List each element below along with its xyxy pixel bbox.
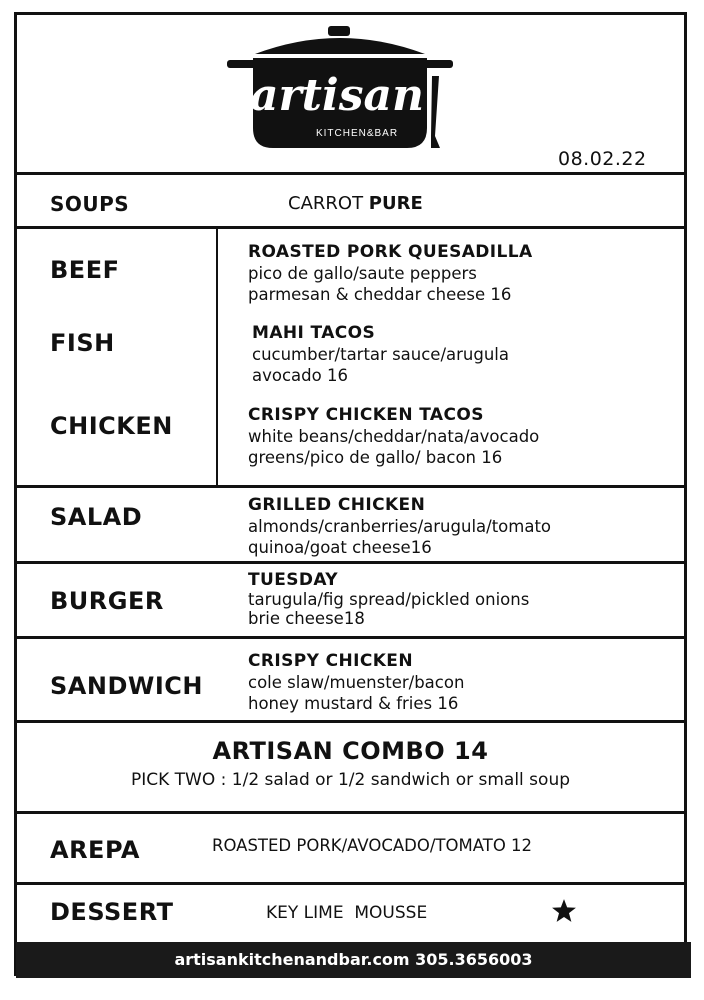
- menu-item-beef: [248, 242, 533, 305]
- star-icon: [551, 898, 577, 924]
- item-desc: cucumber/tartar sauce/arugula: [252, 345, 509, 364]
- arepa-desc: ROASTED PORK/AVOCADO/TOMATO 12: [212, 836, 533, 855]
- category-chicken: CHICKEN: [50, 412, 173, 440]
- divider: [14, 226, 687, 229]
- item-name: GRILLED CHICKEN: [248, 495, 426, 515]
- logo-subtitle: KITCHEN&BAR: [315, 128, 399, 139]
- divider: [14, 172, 687, 175]
- menu-item-sandwich: [248, 651, 464, 714]
- category-soups: SOUPS: [50, 192, 130, 216]
- item-desc: tarugula/fig spread/pickled onions: [248, 590, 530, 609]
- soup-item: [288, 193, 423, 214]
- soup-item-bold: PURE: [368, 193, 423, 214]
- category-burger: BURGER: [50, 587, 164, 615]
- divider: [14, 720, 687, 723]
- item-desc: quinoa/goat cheese16: [248, 538, 432, 557]
- divider: [14, 485, 687, 488]
- item-name: ROASTED PORK QUESADILLA: [248, 242, 533, 262]
- item-desc: almonds/cranberries/arugula/tomato: [248, 517, 552, 536]
- item-desc: cole slaw/muenster/bacon: [248, 673, 465, 692]
- menu-item-burger: [248, 571, 529, 628]
- menu-item-fish: [252, 323, 509, 386]
- divider: [14, 811, 687, 814]
- combo-title: ARTISAN COMBO 14: [212, 737, 489, 765]
- combo-desc: PICK TWO : 1/2 salad or 1/2 sandwich or small soup: [130, 770, 571, 790]
- item-desc: avocado 16: [252, 366, 348, 385]
- item-desc: parmesan & cheddar cheese 16: [248, 285, 512, 304]
- item-name: MAHI TACOS: [252, 323, 376, 343]
- dessert-desc: KEY LIME MOUSSE: [266, 903, 428, 923]
- menu-date: 08.02.22: [558, 148, 647, 170]
- item-name: CRISPY CHICKEN: [248, 651, 413, 671]
- category-sandwich: SANDWICH: [50, 672, 203, 700]
- logo-word: artisan: [249, 70, 425, 121]
- item-desc: brie cheese18: [248, 609, 365, 628]
- category-beef: BEEF: [50, 256, 120, 284]
- divider: [14, 882, 687, 885]
- divider: [14, 636, 687, 639]
- category-fish: FISH: [50, 329, 115, 357]
- item-desc: white beans/cheddar/nata/avocado: [248, 427, 540, 446]
- divider: [14, 561, 687, 564]
- item-name: TUESDAY: [248, 570, 339, 590]
- menu-item-chicken: [248, 405, 539, 468]
- item-desc: honey mustard & fries 16: [248, 694, 459, 713]
- category-salad: SALAD: [50, 503, 143, 531]
- item-desc: greens/pico de gallo/ bacon 16: [248, 448, 503, 467]
- category-dessert: DESSERT: [50, 898, 174, 926]
- item-name: CRISPY CHICKEN TACOS: [248, 405, 484, 425]
- artisan-logo: [225, 24, 455, 154]
- category-arepa: AREPA: [50, 836, 140, 864]
- menu-item-salad: [248, 495, 551, 558]
- soup-item-light: CARROT: [288, 193, 364, 214]
- footer-bar: artisankitchenandbar.com 305.3656003: [16, 942, 691, 978]
- column-divider: [216, 229, 218, 485]
- item-desc: pico de gallo/saute peppers: [248, 264, 477, 283]
